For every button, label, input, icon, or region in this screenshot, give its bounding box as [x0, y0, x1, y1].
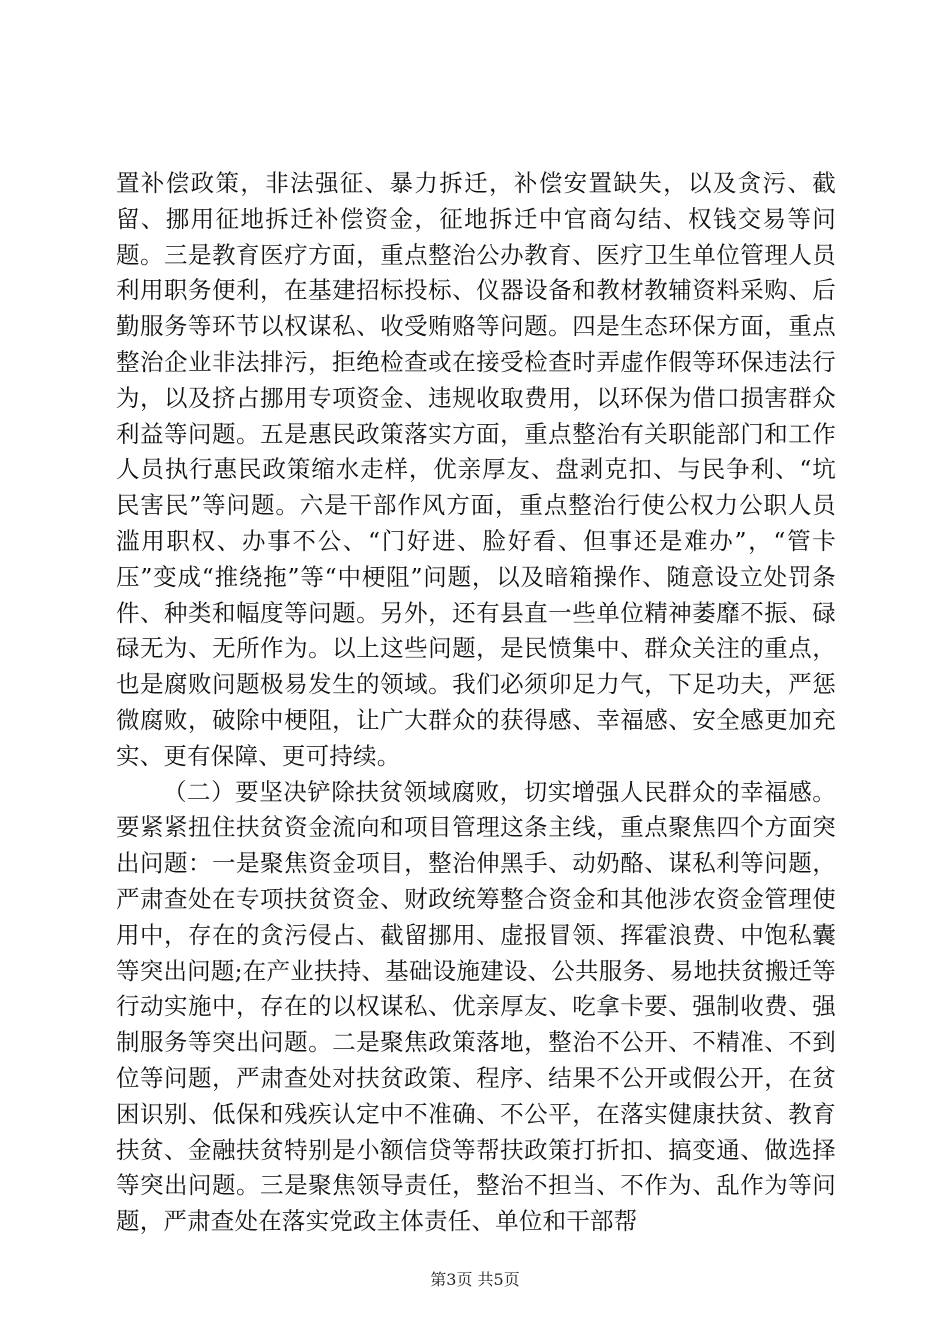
paragraph-continued: 置补偿政策，非法强征、暴力拆迁，补偿安置缺失，以及贪污、截留、挪用征地拆迁补偿资金，征地拆迁中官商勾结、权钱交易等问题。三是教育医疗方面，重点整治公办教育、医疗卫生单位管理人员利用职务便利，在基建招标投标、仪器设备和教材教辅资料采购、后勤服务等环节以权谋私、收受贿赂等问题。四是生态环保方面，重点整治企业非法排污，拒绝检查或在接受检查时弄虚作假等环保违法行为，以及挤占挪用专项资金、违规收取费用，以环保为借口损害群众利益等问题。五是惠民政策落实方面，重点整治有关职能部门和工作人员执行惠民政策缩水走样，优亲厚友、盘剥克扣、与民争利、“坑民害民”等问题。六是干部作风方面，重点整治行使公权力公职人员滥用职权、办事不公、“门好进、脸好看、但事还是难办”，“管卡压”变成“推绕拖”等“中梗阻”问题，以及暗箱操作、随意设立处罚条件、种类和幅度等问题。另外，还有县直一些单位精神萎靡不振、碌碌无为、无所作为。以上这些问题，是民愤集中、群众关注的重点，也是腐败问题极易发生的领域。我们必须卯足力气，下足功夫，严惩微腐败，破除中梗阻，让广大群众的获得感、幸福感、安全感更加充实、更有保障、更可持续。	[116, 169, 836, 770]
page-footer: 第3页 共5页	[430, 1270, 520, 1289]
paragraph-section-two: （二）要坚决铲除扶贫领域腐败，切实增强人民群众的幸福感。要紧紧扭住扶贫资金流向和项目管理这条主线，重点聚焦四个方面突出问题：一是聚焦资金项目，整治伸黑手、动奶酪、谋私利等问题，严肃查处在专项扶贫资金、财政统筹整合资金和其他涉农资金管理使用中，存在的贪污侵占、截留挪用、虚报冒领、挥霍浪费、中饱私囊等突出问题;在产业扶持、基础设施建设、公共服务、易地扶贫搬迁等行动实施中，存在的以权谋私、优亲厚友、吃拿卡要、强制收费、强制服务等突出问题。二是聚焦政策落地，整治不公开、不精准、不到位等问题，严肃查处对扶贫政策、程序、结果不公开或假公开，在贫困识别、低保和残疾认定中不准确、不公平，在落实健康扶贫、教育扶贫、金融扶贫特别是小额信贷等帮扶政策打折扣、搞变通、做选择等突出问题。三是聚焦领导责任，整治不担当、不作为、乱作为等问题，严肃查处在落实党政主体责任、单位和干部帮	[116, 777, 836, 1236]
document-body	[116, 166, 836, 1240]
